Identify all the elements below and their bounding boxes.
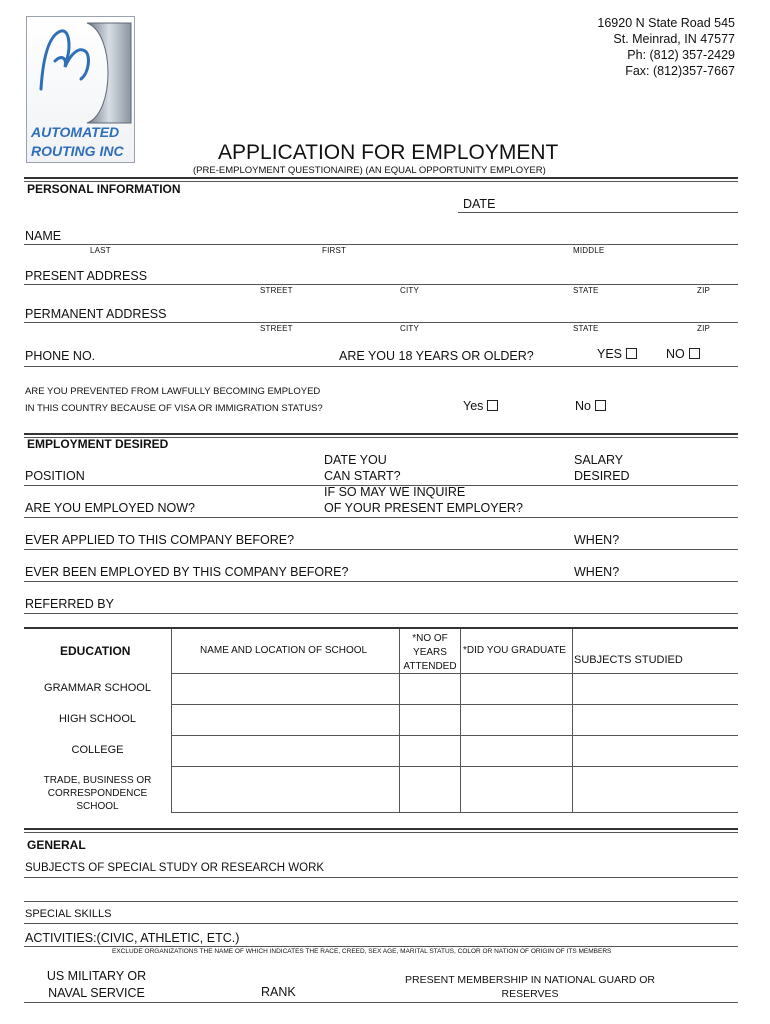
col-years-line3: ATTENDED — [403, 661, 457, 672]
edu-row-grammar: GRAMMAR SCHOOL — [44, 682, 151, 694]
date-field[interactable] — [458, 212, 738, 213]
company-address-line2: St. Meinrad, IN 47577 — [613, 32, 735, 46]
col-graduate-header: *DID YOU GRADUATE — [463, 645, 566, 656]
military-label-line2: NAVAL SERVICE — [48, 986, 145, 1000]
col-years-line1: *NO OF — [412, 633, 448, 644]
phone-label: PHONE NO. — [25, 349, 96, 363]
employed-when-label: WHEN? — [574, 565, 620, 579]
form-title: APPLICATION FOR EMPLOYMENT — [218, 141, 559, 164]
activities-label: ACTIVITIES:(CIVIC, ATHLETIC, ETC.) — [25, 931, 240, 945]
activities-field[interactable] — [24, 946, 738, 947]
permanent-zip-caption: ZIP — [697, 324, 711, 333]
edu-row-trade — [24, 774, 171, 813]
name-label: NAME — [25, 229, 62, 243]
logo-mark-icon — [27, 17, 134, 127]
form-subtitle: (PRE-EMPLOYMENT QUESTIONAIRE) (AN EQUAL OPPORTUNITY EMPLOYER) — [193, 165, 546, 176]
col-subjects-header: SUBJECTS STUDIED — [574, 654, 683, 666]
permanent-state-caption: STATE — [573, 324, 599, 333]
visa-no-option[interactable] — [575, 399, 606, 413]
date-start-label-2: CAN START? — [324, 469, 401, 483]
special-study-label: SUBJECTS OF SPECIAL STUDY OR RESEARCH WORK — [25, 862, 325, 874]
company-fax: Fax: (812)357-7667 — [625, 64, 735, 78]
present-state-caption: STATE — [573, 286, 599, 295]
present-zip-caption: ZIP — [697, 286, 711, 295]
inquire-label-2: OF YOUR PRESENT EMPLOYER? — [324, 501, 523, 515]
col-school-header: NAME AND LOCATION OF SCHOOL — [200, 645, 368, 656]
rank-label: RANK — [261, 985, 296, 999]
visa-question-line2: IN THIS COUNTRY BECAUSE OF VISA OR IMMIGRATION STATUS? — [25, 403, 323, 414]
guard-label-line2: RESERVES — [501, 988, 559, 1000]
name-field[interactable] — [24, 244, 738, 245]
present-address-label: PRESENT ADDRESS — [25, 269, 148, 283]
logo-text-routing: ROUTING INC — [31, 143, 124, 159]
present-city-caption: CITY — [400, 286, 420, 295]
edu-row-trade-line3: SCHOOL — [76, 801, 119, 812]
permanent-street-caption: STREET — [260, 324, 293, 333]
employed-before-label: EVER BEEN EMPLOYED BY THIS COMPANY BEFORE? — [25, 565, 349, 579]
age-no-checkbox[interactable] — [689, 348, 700, 359]
date-start-label-1: DATE YOU — [324, 453, 387, 467]
employed-now-field[interactable] — [24, 517, 738, 518]
edu-row-trade-line2: CORRESPONDENCE — [47, 788, 148, 799]
visa-question-line1: ARE YOU PREVENTED FROM LAWFULLY BECOMING EMPLOYED — [25, 386, 321, 397]
age-no-label: NO — [666, 347, 685, 361]
military-label — [24, 968, 169, 1002]
referred-by-field[interactable] — [24, 613, 738, 614]
education-table-top — [24, 627, 738, 629]
exclude-note: EXCLUDE ORGANIZATIONS THE NAME OF WHICH INDICATES THE RACE, CREED, SEX AGE, MARITAL STATUS, COLOR OR NATION OF ORIGIN OF ITS MEMBERS — [112, 948, 612, 955]
age-yes-label: YES — [597, 347, 623, 361]
special-skills-label: SPECIAL SKILLS — [25, 908, 112, 920]
phone-field[interactable] — [24, 366, 738, 367]
section-personal-header: PERSONAL INFORMATION — [27, 182, 181, 196]
section-general-header: GENERAL — [27, 838, 86, 852]
military-label-line1: US MILITARY OR — [46, 969, 147, 983]
salary-label-1: SALARY — [574, 453, 624, 467]
company-logo — [26, 16, 135, 163]
referred-by-label: REFERRED BY — [25, 597, 114, 611]
date-label: DATE — [463, 197, 496, 211]
visa-yes-checkbox[interactable] — [487, 400, 498, 411]
age-question: ARE YOU 18 YEARS OR OLDER? — [339, 349, 534, 363]
special-skills-field[interactable] — [24, 923, 738, 924]
company-phone: Ph: (812) 357-2429 — [627, 48, 735, 62]
col-years-header — [400, 632, 460, 674]
section-employment-header: EMPLOYMENT DESIRED — [27, 437, 169, 451]
visa-yes-label: Yes — [463, 399, 484, 413]
logo-text-automated: AUTOMATED — [31, 124, 120, 140]
age-no-option[interactable] — [666, 347, 700, 361]
permanent-address-field[interactable] — [24, 322, 738, 323]
position-label: POSITION — [25, 469, 85, 483]
education-header: EDUCATION — [60, 644, 131, 658]
permanent-city-caption: CITY — [400, 324, 420, 333]
name-last-caption: LAST — [90, 246, 111, 255]
edu-row-trade-line1: TRADE, BUSINESS OR — [43, 775, 152, 786]
inquire-label-1: IF SO MAY WE INQUIRE — [324, 485, 466, 499]
special-study-field-1[interactable] — [24, 877, 738, 878]
guard-label — [380, 973, 680, 1001]
age-yes-option[interactable] — [597, 347, 637, 361]
col-years-line2: YEARS — [413, 647, 447, 658]
visa-yes-option[interactable] — [463, 399, 498, 413]
age-yes-checkbox[interactable] — [626, 348, 637, 359]
name-middle-caption: MIDDLE — [573, 246, 605, 255]
salary-label-2: DESIRED — [574, 469, 630, 483]
guard-label-line1: PRESENT MEMBERSHIP IN NATIONAL GUARD OR — [405, 974, 655, 986]
company-address-line1: 16920 N State Road 545 — [597, 16, 735, 30]
employed-now-label: ARE YOU EMPLOYED NOW? — [25, 501, 195, 515]
military-field[interactable] — [24, 1002, 738, 1003]
name-first-caption: FIRST — [322, 246, 347, 255]
present-address-field[interactable] — [24, 284, 738, 285]
employed-before-field[interactable] — [24, 581, 738, 582]
special-study-field-2[interactable] — [24, 901, 738, 902]
applied-before-field[interactable] — [24, 549, 738, 550]
applied-when-label: WHEN? — [574, 533, 620, 547]
applied-before-label: EVER APPLIED TO THIS COMPANY BEFORE? — [25, 533, 295, 547]
permanent-address-label: PERMANENT ADDRESS — [25, 307, 167, 321]
present-street-caption: STREET — [260, 286, 293, 295]
visa-no-checkbox[interactable] — [595, 400, 606, 411]
edu-row-high-school: HIGH SCHOOL — [58, 713, 136, 725]
edu-row-college: COLLEGE — [71, 744, 124, 756]
visa-no-label: No — [575, 399, 591, 413]
